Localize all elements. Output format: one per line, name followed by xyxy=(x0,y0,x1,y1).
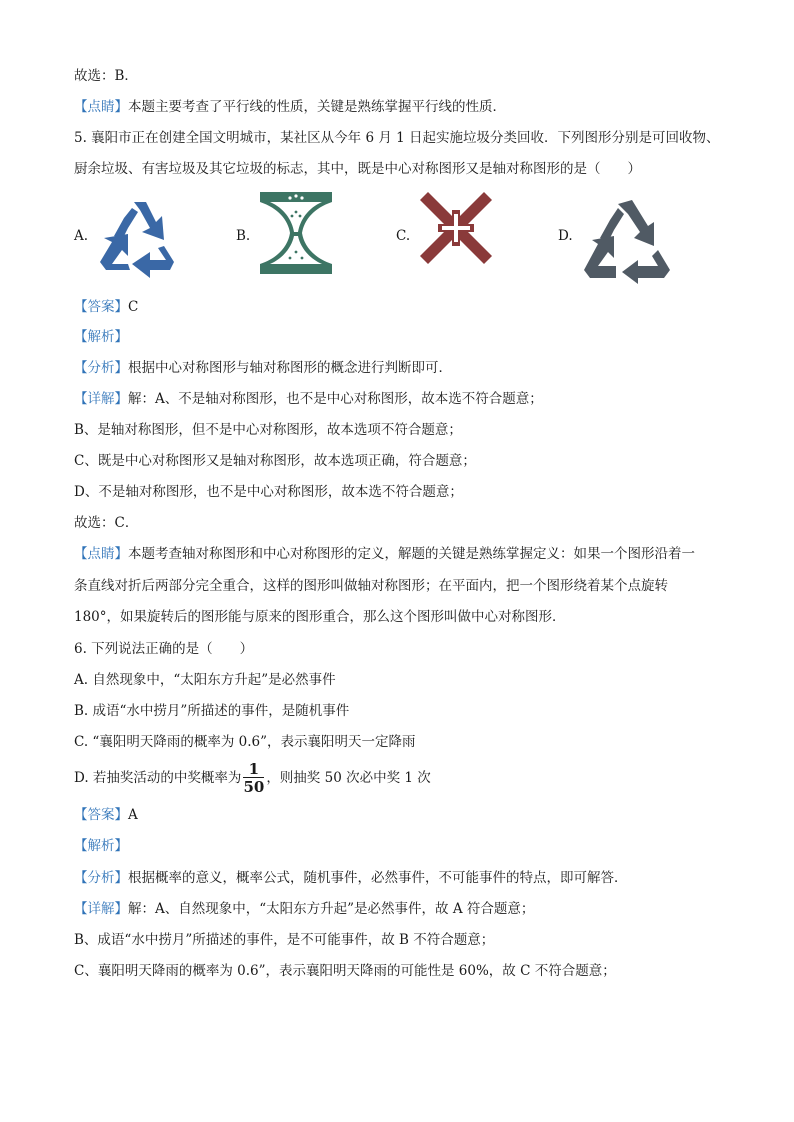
kitchen-waste-symbol-icon xyxy=(254,186,338,281)
question-5-figures xyxy=(74,186,714,286)
question-6-stem xyxy=(74,639,253,659)
text-line xyxy=(74,389,543,409)
hazardous-waste-symbol-icon xyxy=(414,186,498,270)
detail-text: 解：A、自然现象中，“太阳东方升起”是必然事件，故 A 符合题意； xyxy=(128,901,535,917)
answer-line xyxy=(74,297,138,317)
section-tag: 【点睛】 xyxy=(74,99,128,115)
text-line xyxy=(74,513,138,533)
text-line xyxy=(74,97,506,117)
text-line xyxy=(74,358,452,378)
answer-line xyxy=(74,805,138,825)
question-5-line-1 xyxy=(74,128,720,148)
question-text: 6. 下列说法正确的是（ ） xyxy=(74,641,254,657)
text-line xyxy=(74,961,616,981)
detail-text: D、不是轴对称图形，也不是中心对称图形，故本选不符合题意； xyxy=(74,484,463,500)
section-tag: 【解析】 xyxy=(74,329,128,345)
comment-text: 180°，如果旋转后的图形能与原来的图形重合，那么这个图形叫做中心对称图形． xyxy=(74,609,566,625)
section-tag: 【解析】 xyxy=(74,838,128,854)
option-a-label: A. xyxy=(74,228,89,244)
text-line xyxy=(74,607,566,627)
detail-text: B、是轴对称图形，但不是中心对称图形，故本选项不符合题意； xyxy=(74,422,462,438)
option-b-label: B. xyxy=(236,228,251,244)
section-tag: 【答案】 xyxy=(74,299,128,315)
question-6-option-b xyxy=(74,701,349,721)
text-line xyxy=(74,66,138,86)
text-line xyxy=(74,576,668,596)
analysis-text: 根据中心对称图形与轴对称图形的概念进行判断即可． xyxy=(128,360,452,376)
text-line xyxy=(74,868,628,888)
answer-value: C xyxy=(128,299,139,315)
question-5-line-2 xyxy=(74,159,641,179)
section-tag: 【答案】 xyxy=(74,807,128,823)
answer-value: A xyxy=(128,807,138,823)
text-line xyxy=(74,482,463,502)
conclusion-text: 故选：C． xyxy=(74,515,139,531)
detail-text: C、既是中心对称图形又是轴对称图形，故本选项正确，符合题意； xyxy=(74,453,476,469)
text-line xyxy=(74,544,695,564)
analysis-heading xyxy=(74,327,128,347)
option-text: ，则抽奖 50 次必中奖 1 次 xyxy=(266,770,431,786)
text-line xyxy=(74,420,462,440)
option-text: A. 自然现象中，“太阳东方升起”是必然事件 xyxy=(74,672,336,688)
section-tag: 【详解】 xyxy=(74,391,128,407)
option-d-label: D. xyxy=(558,228,573,244)
option-text: D. 若抽奖活动的中奖概率为 xyxy=(74,770,242,786)
fraction xyxy=(243,762,264,795)
section-tag: 【分析】 xyxy=(74,360,128,376)
other-waste-symbol-icon xyxy=(578,186,674,286)
question-6-option-d xyxy=(74,758,431,798)
section-tag: 【详解】 xyxy=(74,901,128,917)
question-text: 厨余垃圾、有害垃圾及其它垃圾的标志，其中，既是中心对称图形又是轴对称图形的是（ ） xyxy=(74,161,641,177)
analysis-heading xyxy=(74,836,128,856)
question-6-option-c xyxy=(74,732,416,752)
text-line xyxy=(74,930,494,950)
option-c-label: C. xyxy=(396,228,411,244)
fraction-denominator: 50 xyxy=(243,778,265,796)
previous-answer: 故选：B． xyxy=(74,68,138,84)
recycle-symbol-icon xyxy=(94,186,190,281)
comment-text: 本题主要考查了平行线的性质，关键是熟练掌握平行线的性质． xyxy=(128,99,506,115)
section-tag: 【点睛】 xyxy=(74,546,128,562)
fraction-numerator: 1 xyxy=(243,762,264,778)
detail-text: B、成语“水中捞月”所描述的事件，是不可能事件，故 B 不符合题意； xyxy=(74,932,495,948)
text-line xyxy=(74,451,476,471)
option-text: C. “襄阳明天降雨的概率为 0.6”，表示襄阳明天一定降雨 xyxy=(74,734,416,750)
option-text: B. 成语“水中捞月”所描述的事件，是随机事件 xyxy=(74,703,350,719)
comment-text: 条直线对折后两部分完全重合，这样的图形叫做轴对称图形；在平面内，把一个图形绕着某个点旋转 xyxy=(74,578,668,594)
question-text: 5. 襄阳市正在创建全国文明城市，某社区从今年 6 月 1 日起实施垃圾分类回收．下列图形分别是可回收物、 xyxy=(74,130,720,146)
detail-text: 解：A、不是轴对称图形，也不是中心对称图形，故本选不符合题意； xyxy=(128,391,543,407)
detail-text: C、襄阳明天降雨的概率为 0.6”，表示襄阳明天降雨的可能性是 60%，故 C 不符合题意； xyxy=(74,963,616,979)
analysis-text: 根据概率的意义，概率公式，随机事件，必然事件，不可能事件的特点，即可解答． xyxy=(128,870,628,886)
question-6-option-a xyxy=(74,670,336,690)
section-tag: 【分析】 xyxy=(74,870,128,886)
text-line xyxy=(74,899,534,919)
comment-text: 本题考查轴对称图形和中心对称图形的定义，解题的关键是熟练掌握定义：如果一个图形沿着一 xyxy=(128,546,695,562)
